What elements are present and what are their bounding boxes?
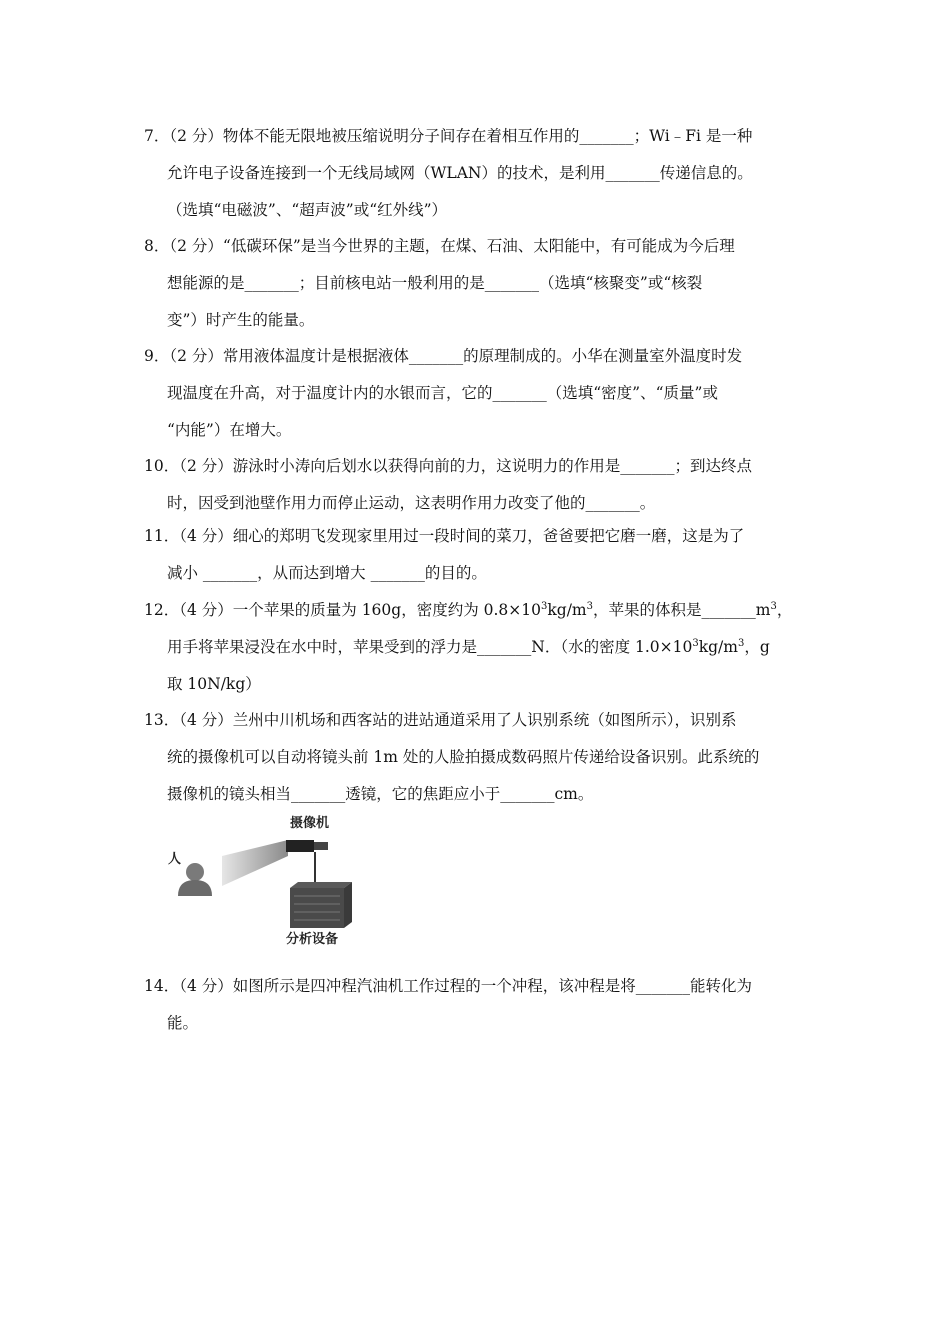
question-9-line-1: 9．（2 分）常用液体温度计是根据液体_______的原理制成的。小华在测量室外温度时发 (144, 347, 743, 365)
question-13-line-3: 摄像机的镜头相当_______透镜，它的焦距应小于_______cm。 (167, 785, 594, 803)
question-12-line-2: 用手将苹果浸没在水中时，苹果受到的浮力是_______N．（水的密度 $1.0\times 10^3kg/m^3$，g (167, 637, 770, 656)
question-13-line-2: 统的摄像机可以自动将镜头前 1m 处的人脸拍摄成数码照片传递给设备识别。此系统的 (167, 748, 760, 766)
question-8-line-3: 变”）时产生的能量。 (167, 311, 315, 329)
device-label: 分析设备 (286, 932, 339, 947)
face-recognition-figure (160, 810, 370, 950)
question-7-line-1: 7．（2 分）物体不能无限地被压缩说明分子间存在着相互作用的_______；Wi﹣Fi 是一种 (144, 127, 753, 145)
question-13-line-1: 13．（4 分）兰州中川机场和西客站的进站通道采用了人识别系统（如图所示），识别系 (144, 711, 737, 729)
camera-label: 摄像机 (290, 816, 330, 831)
camera-icon (286, 840, 328, 852)
question-14 (144, 968, 808, 1042)
question-12 (144, 592, 808, 703)
question-11-line-2: 减小 _______，从而达到增大 _______的目的。 (167, 564, 487, 582)
question-7-line-2: 允许电子设备连接到一个无线局域网（WLAN）的技术，是利用_______传递信息的。 (167, 164, 753, 182)
question-7-line-3: （选填“电磁波”、“超声波”或“红外线”） (167, 201, 448, 219)
question-11 (144, 518, 808, 592)
question-12-line-1: 12．（4 分）一个苹果的质量为 160g，密度约为 $0.8\times 10^3kg/m^3$，苹果的体积是$\_\_\_\_\_\_\_m^3$， (144, 600, 793, 619)
person-label: 人 (168, 852, 182, 867)
question-9-line-3: “内能”）在增大。 (167, 421, 292, 439)
question-11-line-1: 11．（4 分）细心的郑明飞发现家里用过一段时间的菜刀，爸爸要把它磨一磨，这是为了 (144, 527, 745, 545)
question-8-line-1: 8．（2 分）“低碳环保”是当今世界的主题，在煤、石油、太阳能中，有可能成为今后理 (144, 237, 735, 255)
question-8 (144, 228, 808, 339)
question-12-line-3: 取 10N/kg） (167, 675, 261, 693)
face-recognition-diagram (160, 810, 370, 950)
camera-view-beam (222, 840, 288, 886)
question-9-line-2: 现温度在升高，对于温度计内的水银而言，它的_______（选填“密度”、“质量”或 (167, 384, 718, 402)
question-10-line-2: 时，因受到池壁作用力而停止运动，这表明作用力改变了他的_______。 (167, 494, 656, 512)
question-9 (144, 338, 808, 449)
question-10-line-1: 10．（2 分）游泳时小涛向后划水以获得向前的力，这说明力的作用是_______；到达终点 (144, 457, 753, 475)
question-8-line-2: 想能源的是_______；目前核电站一般利用的是_______（选填“核聚变”或“核裂 (167, 274, 703, 292)
person-icon (178, 863, 212, 896)
question-14-line-2: 能。 (167, 1014, 199, 1032)
question-13 (144, 702, 808, 813)
question-10 (144, 448, 808, 522)
analysis-device-icon (290, 882, 352, 928)
question-14-line-1: 14．（4 分）如图所示是四冲程汽油机工作过程的一个冲程，该冲程是将_______能转化为 (144, 977, 753, 995)
question-7 (144, 118, 808, 229)
